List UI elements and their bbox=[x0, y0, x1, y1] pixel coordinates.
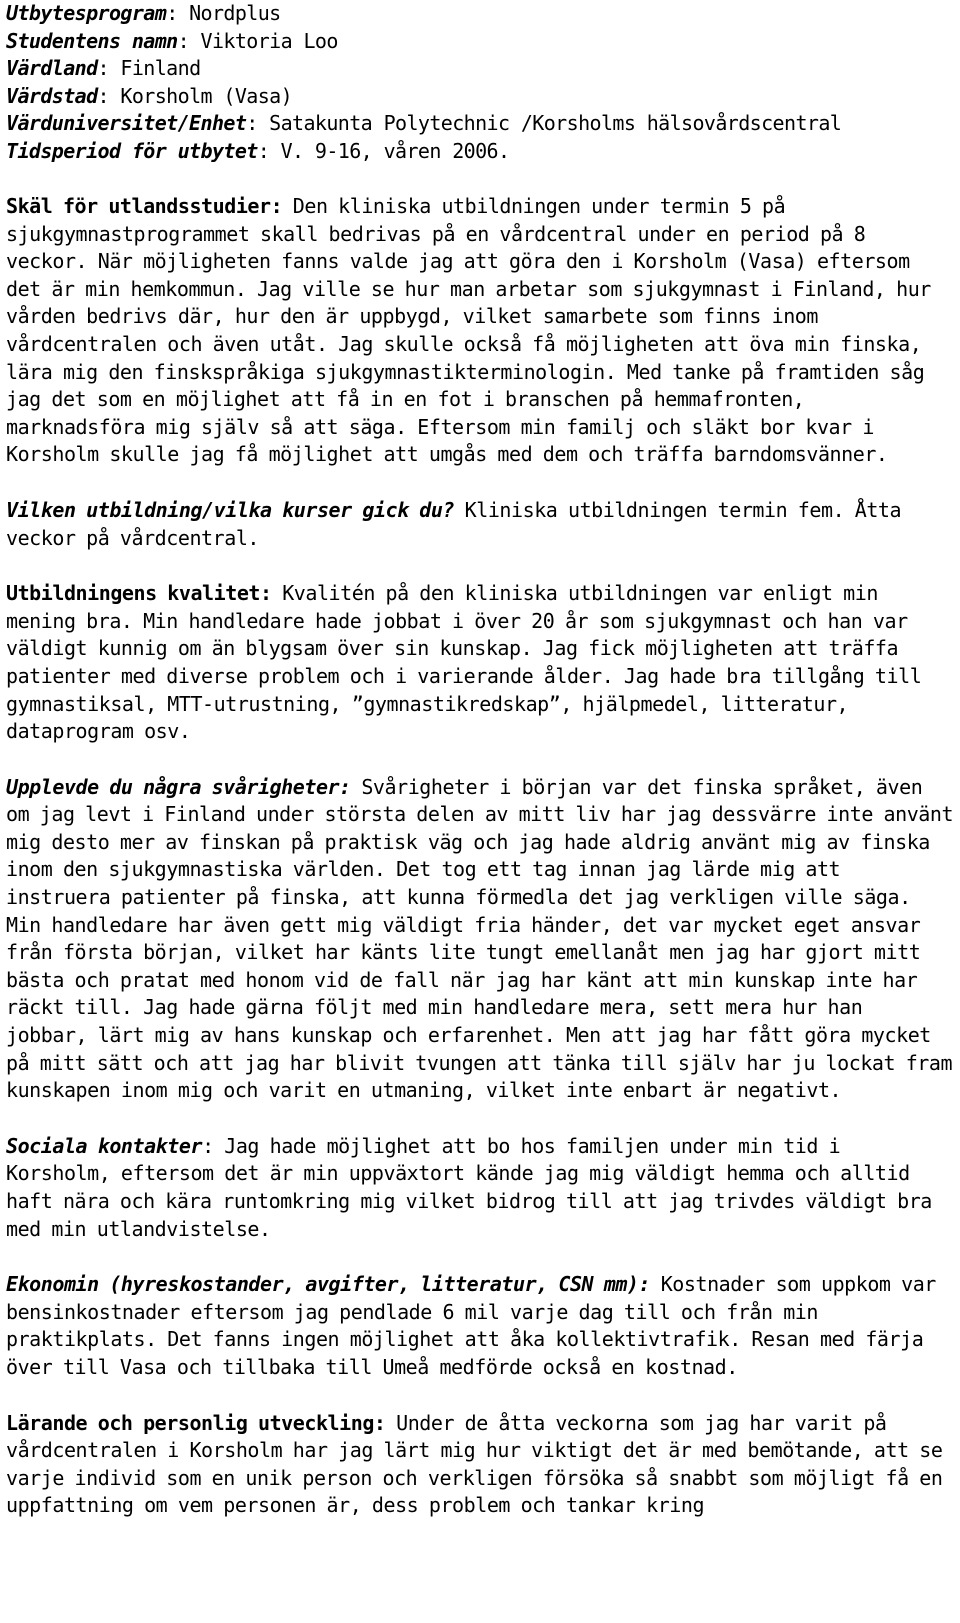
section-body: Under de åtta veckorna som jag har varit på vårdcentralen i Korsholm har jag lärt mig hur viktigt det är med bemötande, att se varje individ som en unik person och verkligen försöka så snabbt som möjligt få en uppfattning om vem personen är, dess problem och tankar kring bbox=[6, 1410, 943, 1518]
section-body: Kvalitén på den kliniska utbildningen var enligt min mening bra. Min handledare hade jobbat i över 20 år som sjukgymnast och han var väldigt kunnig om än blygsam över sin kunskap. Jag fick möjligheten att träffa patienter med diverse problem och i varierande ålder. Jag hade bra tillgång till gymnastiksal, MTT-utrustning, ”gymnastikredskap”, hjälpmedel, litteratur, dataprogram osv. bbox=[6, 581, 922, 744]
document-page bbox=[6, 0, 954, 1520]
meta-row-university: Värduniversitet/Enhet: Satakunta Polytechnic /Korsholms hälsovårdscentral bbox=[6, 111, 842, 135]
section-quality bbox=[6, 580, 954, 746]
meta-row-student: Studentens namn: Viktoria Loo bbox=[6, 28, 338, 53]
section-heading: Skäl för utlandsstudier: bbox=[6, 194, 283, 218]
section-economy bbox=[6, 1271, 954, 1381]
section-body: Svårigheter i början var det finska språket, även om jag levt i Finland under största delen av mitt liv har jag dessvärre inte använt mig desto mer av finskan på praktisk väg och jag hade aldrig använt mig av finska inom den sjukgymnastiska världen. Det tog ett tag innan jag lärde mig att instruera patienter på finska, att kunna förmedla det jag verkligen ville säga. Min handledare har även gett mig väldigt fria händer, det var mycket eget ansvar från första början, vilket har känts lite tungt emellanåt men jag har gjort mitt bästa och pratat med honom vid de fall när jag har känt att min kunskap inte har räckt till. Jag hade gärna följt med min handledare mera, sett mera hur han jobbar, lärt mig av hans kunskap och erfarenhet. Men att jag har fått göra mycket på mitt sätt och att jag har blivit tvungen att tänka till själv har ju lockat fram kunskapen inom mig och varit en utmaning, vilket inte enbart är negativt. bbox=[6, 774, 954, 1103]
section-heading: Ekonomin (hyreskostander, avgifter, litteratur, CSN mm): bbox=[6, 1272, 651, 1297]
section-body: Den kliniska utbildningen under termin 5 på sjukgymnastprogrammet skall bedrivas på en vårdcentral under en period på 8 veckor. När möjligheten fanns valde jag att göra den i Korsholm (Vasa) eftersom det är min hemkommun. Jag ville se hur man arbetar som sjukgymnast i Finland, hur vården bedrivs där, hur den är uppbygd, vilket samarbete som finns inom vårdcentralen och även utåt. Jag skulle också få möjligheten att öva min finska, lära mig den finskspråkiga sjukgymnastikterminologin. Med tanke på framtiden såg jag det som en möjlighet att få in en fot i branschen på hemmafronten, marknadsföra mig själv så att säga. Eftersom min familj och släkt bor kvar i Korsholm skulle jag få möjlighet att umgås med dem och träffa barndomsvänner. bbox=[6, 194, 931, 467]
meta-row-program: Utbytesprogram: Nordplus bbox=[6, 1, 281, 25]
meta-row-country: Värdland: Finland bbox=[6, 56, 201, 80]
section-heading: Vilken utbildning/vilka kurser gick du? bbox=[6, 497, 455, 522]
section-body: Kostnader som uppkom var bensinkostnader eftersom jag pendlade 6 mil varje dag till och från min praktikplats. Det fanns ingen möjlighet att åka kollektivtrafik. Resan med färja över till Vasa och tillbaka till Umeå medförde också en kostnad. bbox=[6, 1272, 936, 1379]
section-heading: Sociala kontakter bbox=[6, 1133, 203, 1158]
section-difficulties bbox=[6, 774, 954, 1105]
section-heading-colon: : bbox=[202, 1133, 214, 1158]
section-learning bbox=[6, 1410, 954, 1520]
section-body: Jag hade möjlighet att bo hos familjen under min tid i Korsholm, eftersom det är min uppväxtort kände jag mig väldigt hemma och alltid haft nära och kära runtomkring mig vilket bidrog till att jag trivdes väldigt bra med min utlandvistelse. bbox=[6, 1133, 932, 1241]
section-social bbox=[6, 1133, 954, 1243]
section-courses bbox=[6, 497, 954, 552]
section-heading: Upplevde du några svårigheter: bbox=[6, 774, 351, 799]
section-reasons bbox=[6, 193, 954, 469]
meta-row-period: Tidsperiod för utbytet: V. 9-16, våren 2006. bbox=[6, 138, 510, 163]
section-body: Kliniska utbildningen termin fem. Åtta veckor på vårdcentral. bbox=[6, 497, 902, 550]
meta-row-city: Värdstad: Korsholm (Vasa) bbox=[6, 83, 293, 108]
exchange-info bbox=[6, 0, 954, 165]
section-heading: Utbildningens kvalitet: bbox=[6, 581, 272, 606]
section-heading: Lärande och personlig utveckling: bbox=[6, 1410, 386, 1435]
